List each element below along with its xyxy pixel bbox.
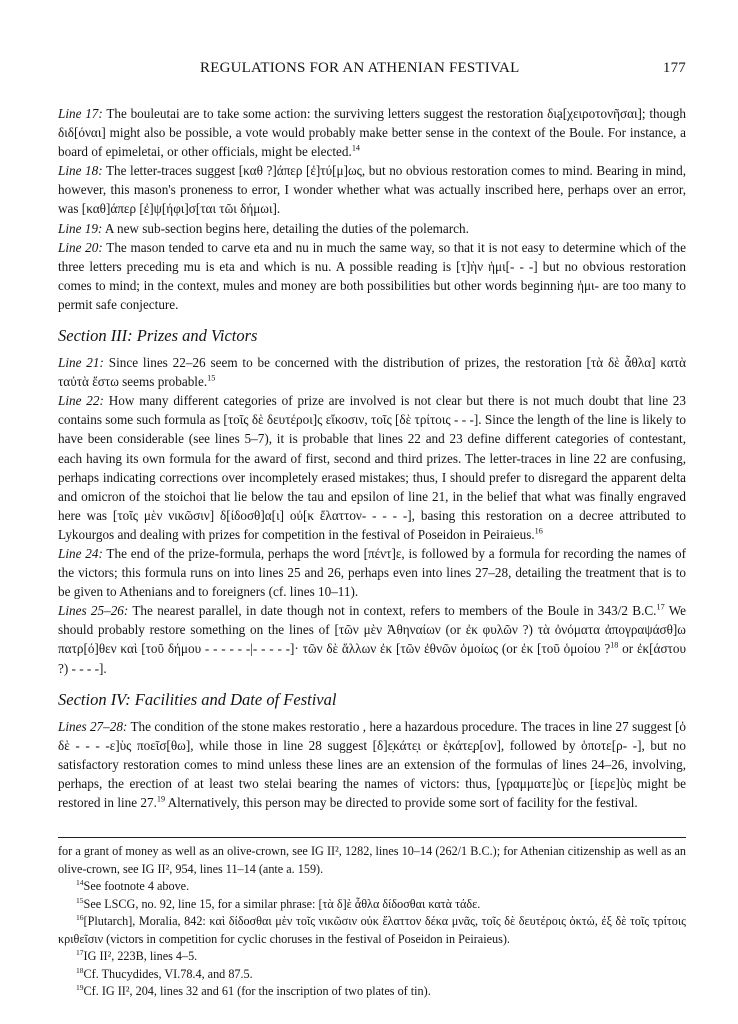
running-head	[58, 60, 686, 77]
footnote-carryover: for a grant of money as well as an olive-crown, see IG II², 1282, lines 10–14 (262/1 B.C.); for Athenian citizenship as well as an olive-crown, see IG II², 954, lines 11–14 (ante a. 159).	[58, 844, 686, 876]
footnote-ref: 16	[534, 526, 543, 536]
line-label: Line 19:	[58, 220, 103, 236]
paragraph-line-24	[58, 544, 686, 601]
section-heading-facilities: Section IV: Facilities and Date of Festival	[58, 689, 337, 709]
line-label: Line 22:	[58, 393, 104, 409]
page-number: 177	[662, 60, 686, 76]
footnote-text: Cf. Thucydides, VI.78.4, and 87.5.	[83, 966, 253, 981]
paragraph-text: The mason tended to carve eta and nu in much the same way, so that it is not easy to determine which of the three letters preceding mu is eta and which is nu. A possible reading is [τ]ὴν ἡμι[- - -] but no obvious restoration comes to mind; in the context, mules and money are both possibilities but other words beginning ἡμι- are too many to permit safe conjecture.	[58, 239, 686, 312]
footnote-14	[58, 878, 686, 896]
body-text	[58, 104, 686, 812]
running-title: REGULATIONS FOR AN ATHENIAN FESTIVAL	[200, 60, 520, 76]
line-label: Line 20:	[58, 239, 103, 255]
line-label: Line 21:	[58, 355, 104, 371]
paragraph-line-18	[58, 161, 686, 218]
paragraph-lines-27-28	[58, 717, 686, 812]
section-heading-prizes: Section III: Prizes and Victors	[58, 326, 258, 346]
paragraph-lines-25-26	[58, 601, 686, 677]
footnote-text: Cf. IG II², 204, lines 32 and 61 (for the inscription of two plates of tin).	[83, 984, 431, 999]
footnote-15	[58, 896, 686, 914]
footnote-text: See footnote 4 above.	[83, 879, 190, 894]
line-label: Line 24:	[58, 545, 103, 561]
line-label: Lines 27–28:	[58, 718, 128, 734]
footnote-number: 14	[76, 878, 84, 888]
footnote-text: IG II², 223B, lines 4–5.	[83, 949, 198, 964]
line-label: Line 18:	[58, 163, 103, 179]
footnote-ref: 14	[351, 143, 360, 153]
page	[58, 60, 686, 1001]
paragraph-line-19	[58, 219, 686, 238]
footnote-text: See LSCG, no. 92, line 15, for a similar phrase: [τὰ δ]ὲ ἆθλα δίδοσθαι κατὰ τάδε.	[83, 896, 481, 911]
footnote-number: 15	[76, 895, 84, 905]
footnote-19	[58, 983, 686, 1001]
footnote-ref: 18	[610, 641, 619, 651]
paragraph-text-cont: We should probably restore something on the lines of [τῶν μὲν Ἀθηναίων (or ἐκ φυλῶν ?) τὰ ὀνόματα ἀπογραψάσθ]ω πατρ[ό]θεν καὶ [τοῦ δήμου - - - - - -|- - - - -]· τῶν δὲ ἄλλων ἐκ [τῶν ἐθνῶν ὁμοίως (or ἐκ [τοῦ ὁμοίου ?	[58, 603, 686, 657]
paragraph-line-21	[58, 353, 686, 391]
footnote-number: 19	[76, 983, 84, 993]
paragraph-text-cont: or ἐκ[άστου ?) - - - -].	[58, 641, 686, 676]
footnote-18	[58, 966, 686, 984]
footnote-ref: 19	[156, 794, 166, 804]
footnote-text: [Plutarch], Moralia, 842: καὶ δίδοσθαι μὲν τοῖς νικῶσιν οὐκ ἔλαττον δέκα μνᾶς, τοῖς δὲ δευτέροις ὀκτώ, ἐξ δὲ τοῖς τρίτοις κριθεῖσιν (victors in competition for cyclic choruses in the festival of Poseidon in Peiraieus).	[58, 914, 686, 946]
paragraph-text: A new sub-section begins here, detailing the duties of the polemarch.	[102, 220, 469, 236]
paragraph-text-cont: Alternatively, this person may be directed to provide some sort of facility for the festival.	[165, 795, 638, 810]
footnote-16	[58, 913, 686, 948]
line-label: Lines 25–26:	[58, 603, 129, 619]
paragraph-text: The end of the prize-formula, perhaps the word [πέντ]ε, is followed by a formula for recording the names of the victors; this formula runs on into lines 25 and 26, perhaps even into lines 27–28, detailing the treatment that is to be given to Athenians and to foreigners (cf. lines 10–11).	[58, 545, 686, 600]
footnote-number: 18	[76, 965, 84, 975]
paragraph-line-22	[58, 391, 686, 544]
footnote-divider	[58, 837, 686, 838]
footnote-ref: 15	[207, 373, 216, 383]
footnote-number: 17	[76, 948, 84, 958]
paragraph-line-17	[58, 104, 686, 161]
line-label: Line 17:	[58, 106, 103, 121]
footnote-number: 16	[76, 913, 84, 923]
paragraph-text: The bouleutai are to take some action: the surviving letters suggest the restoration διạ[χειροτονῆσαι]; though διδ[όναι] might also be possible, a vote would probably make better sense in the context of the Boule. For instance, a board of epimeletai, or other officials, might be elected.	[58, 106, 686, 160]
paragraph-text: The condition of the stone makes restoratio , here a hazardous procedure. The traces in line 27 suggest [ὁ δὲ - - - -ε]ὺς ποεῖσ[θω], while those in line 28 suggest [δ]ε̣κάτε̣ι or ἑ̣κάτε̣ρ[ον], followed by ὁποτε[ρ- -], but no satisfactory restoration comes to mind unless these lines are an extension of the formulas of lines 24–26, involving, perhaps, the erection of at least two stelai bearing the names of victors: thus, [γραμματε]ὺς or [ἱερε]ὺς might be restored in line 27.	[58, 718, 686, 810]
paragraph-text: Since lines 22–26 seem to be concerned with the distribution of prizes, the restoration [τὰ δὲ ἆθλα] κατὰ ταὐτὰ ἔστω seems probable.	[58, 355, 687, 390]
paragraph-text: The nearest parallel, in date though not in context, refers to members of the Boule in 343/2 B.C.	[128, 603, 657, 619]
paragraph-line-20	[58, 238, 686, 314]
footnote-17	[58, 948, 686, 966]
footnotes	[58, 843, 686, 1001]
footnote-ref: 17	[656, 602, 665, 612]
paragraph-text: How many different categories of prize are involved is not clear but there is not much doubt that line 23 contains some such formula as [τοῖς δὲ δευτέροι]ς εἴκοσιν, τοῖς [δὲ τρίτοις - - -]. Since the length of the line is likely to have been considerable (see lines 5–7), it is probable that lines 22 and 23 define different categories of contestant, each having its own formula for the award of first, second and third prizes. The letter-traces in line 22 are confusing, perhaps indicating corrections over incompletely erased mistakes; thus, I should prefer to disregard the apparent delta and omicron of the stoichoi that lie below the tau and epsilon of line 21, in the belief that what was finally engraved here was [τοῖς μὲν νικῶσιν] δ[ίδοσθ]α[ι] οὐ[κ ἔλαττον- - - - -], basing this restoration on a decree attributed to Lykourgos and dealing with prizes for competition in the festival of Poseidon in Peiraieus.	[58, 393, 686, 542]
paragraph-text: The letter-traces suggest [καθ ?]άπερ [ἐ]τύ[μ]ως, but no obvious restoration comes to mind. Bearing in mind, however, this mason's proneness to error, I wonder whether what was actually inscribed here, perhaps over an error, was [καθ]άπερ [ἐ]ψ[ήφι]σ[ται τῶι δήμωι].	[58, 163, 686, 217]
